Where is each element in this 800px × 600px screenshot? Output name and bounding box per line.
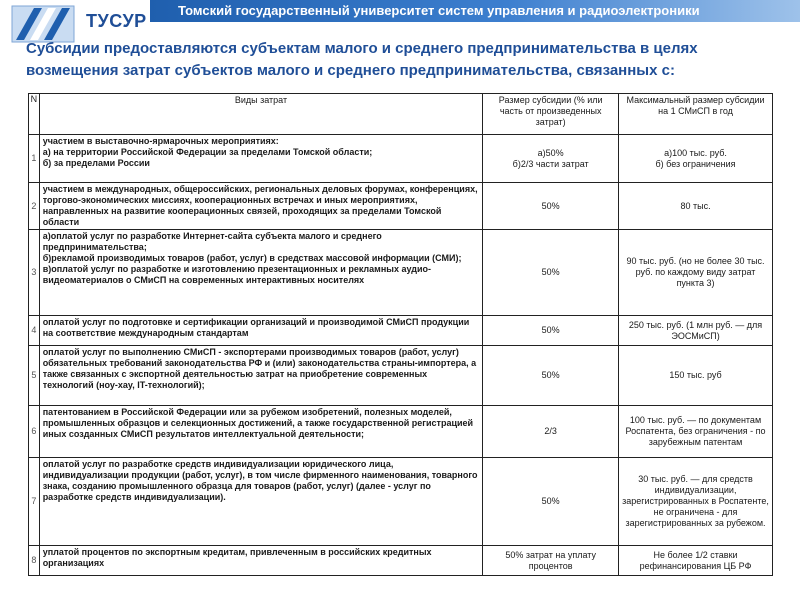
logo-text: ТУСУР <box>86 11 147 31</box>
subsidy-size-cell <box>483 406 619 458</box>
max-subsidy-cell <box>619 546 773 576</box>
cell-text: оплатой услуг по выполнению СМиСП - экспортерами производимых товаров (работ, услуг) обязательных требований законодательства РФ и (или) законодательства страны-импортера, а также связанных с экспортной деятельностью затрат на приобретение современных технологий (ноу-хау, IT-технологий); <box>42 347 477 390</box>
cell-text: б)рекламой производимых товаров (работ, услуг) в средствах массовой информации (СМИ); <box>42 253 462 263</box>
cell-text: уплатой процентов по экспортным кредитам, привлеченным в российских кредитных организациях <box>42 547 432 568</box>
subsidy-table <box>28 93 773 576</box>
column-header-cost-type: Виды затрат <box>39 94 483 135</box>
header-bar <box>0 0 800 30</box>
title-line-2: возмещения затрат субъектов малого и среднего предпринимательства, связанных с: <box>26 62 675 79</box>
cell-text: б) без ограничения <box>655 158 736 169</box>
cell-text: 50% <box>541 370 560 380</box>
cost-type-cell <box>39 183 483 230</box>
cell-text: участием в выставочно-ярмарочных мероприятиях: <box>42 136 279 146</box>
row-number: 8 <box>29 546 40 576</box>
row-number: 1 <box>29 135 40 183</box>
subsidy-size-cell <box>483 458 619 546</box>
cell-text: 100 тыс. руб. — по документам Роспатента, без ограничения - по зарубежным патентам <box>625 415 766 447</box>
cell-text: 50% <box>541 325 560 335</box>
max-subsidy-cell <box>619 458 773 546</box>
cell-text: 250 тыс. руб. (1 млн руб. — для ЭОСМиСП) <box>628 319 763 341</box>
title-line-1: Субсидии предоставляются субъектам малого и среднего предпринимательства в целях <box>26 40 698 57</box>
row-number: 5 <box>29 346 40 406</box>
subsidy-size-cell <box>483 230 619 316</box>
cost-type-cell <box>39 406 483 458</box>
cost-type-cell <box>39 546 483 576</box>
cell-text: а) на территории Российской Федерации за пределами Томской области; <box>42 147 373 157</box>
table-row <box>29 346 773 406</box>
max-subsidy-cell <box>619 230 773 316</box>
max-subsidy-cell <box>619 316 773 346</box>
cell-text: 150 тыс. руб <box>669 370 722 380</box>
column-header-subsidy-size: Размер субсидии (% или часть от произведенных затрат) <box>483 94 619 135</box>
table-header-row <box>29 94 773 135</box>
cell-text: оплатой услуг по подготовке и сертификации организаций и производимой СМиСП продукции на соответствие международным стандартам <box>42 317 470 338</box>
cell-text: 50% <box>541 267 560 277</box>
cell-text: патентованием в Российской Федерации или за рубежом изобретений, полезных моделей, промышленных образцов и селекционных достижений, а также государственной регистрацией иных созданных СМиСП результатов интеллектуальной деятельности; <box>42 407 474 439</box>
cost-type-cell <box>39 458 483 546</box>
max-subsidy-cell <box>619 135 773 183</box>
cost-type-cell <box>39 135 483 183</box>
column-header-number: N <box>29 94 40 135</box>
subsidy-size-cell <box>483 316 619 346</box>
cell-text: 50% <box>541 200 560 211</box>
cell-text: 2/3 <box>544 426 557 436</box>
row-number: 4 <box>29 316 40 346</box>
subsidy-size-cell <box>483 546 619 576</box>
cell-text: участием в международных, общероссийских, региональных деловых форумах, конференциях, торгово-экономических миссиях, кооперационных встречах и иных мероприятиях, направленных на развитие кооперационных связей, проходящих за пределами Томской области <box>42 184 478 227</box>
cell-text: 80 тыс. <box>680 200 711 211</box>
subsidy-size-cell <box>483 135 619 183</box>
table-row <box>29 546 773 576</box>
row-number: 7 <box>29 458 40 546</box>
row-number: 6 <box>29 406 40 458</box>
cell-text: 50% <box>541 496 560 506</box>
table-row <box>29 135 773 183</box>
table-row <box>29 406 773 458</box>
max-subsidy-cell <box>619 183 773 230</box>
university-name: Томский государственный университет систем управления и радиоэлектроники <box>178 3 700 18</box>
cell-text: а)оплатой услуг по разработке Интернет-сайта субъекта малого и среднего предпринимательства; <box>42 231 382 252</box>
cost-type-cell <box>39 230 483 316</box>
table-row <box>29 458 773 546</box>
page-title <box>26 38 786 82</box>
cell-text: Не более 1/2 ставки рефинансирования ЦБ РФ <box>639 549 752 571</box>
max-subsidy-cell <box>619 346 773 406</box>
cell-text: оплатой услуг по разработке средств индивидуализации юридического лица, индивидуализации продукции (работ, услуг), в том числе фирменного наименования, товарного знака, созданию промышленного образца для товаров (работ, услуг) (далее - услуг по разработке средств индивидуализации). <box>42 459 478 502</box>
cell-text: а)100 тыс. руб. <box>664 147 727 158</box>
table-row <box>29 183 773 230</box>
table-row <box>29 316 773 346</box>
row-number: 3 <box>29 230 40 316</box>
cell-text: 30 тыс. руб. — для средств индивидуализации, зарегистрированных в Роспатенте, не ограничена - для зарегистрированных за рубежом. <box>622 474 769 528</box>
cell-text: б)2/3 части затрат <box>512 158 589 169</box>
cost-type-cell <box>39 346 483 406</box>
max-subsidy-cell <box>619 406 773 458</box>
subsidy-size-cell <box>483 346 619 406</box>
cell-text: б) за пределами России <box>42 158 150 168</box>
cell-text: а)50% <box>537 147 564 158</box>
cell-text: 90 тыс. руб. (но не более 30 тыс. руб. по каждому виду затрат пункта 3) <box>626 256 765 288</box>
cost-type-cell <box>39 316 483 346</box>
subsidy-size-cell <box>483 183 619 230</box>
row-number: 2 <box>29 183 40 230</box>
cell-text: в)оплатой услуг по разработке и изготовлению презентационных и рекламных аудио-видеоматериалов о СМиСП на современных интерактивных носителях <box>42 264 431 285</box>
table-body <box>29 135 773 576</box>
column-header-max-subsidy: Максимальный размер субсидии на 1 СМиСП в год <box>619 94 773 135</box>
table-row <box>29 230 773 316</box>
cell-text: 50% затрат на уплату процентов <box>505 549 596 571</box>
